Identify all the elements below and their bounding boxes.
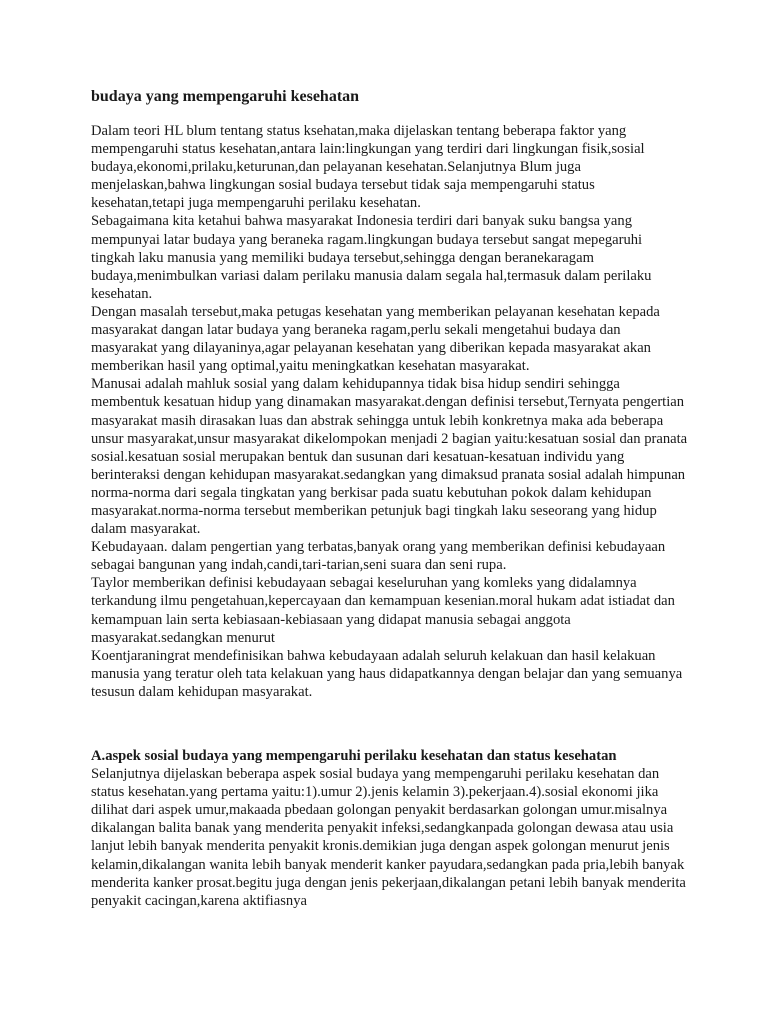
paragraph-koentjaraningrat: Koentjaraningrat mendefinisikan bahwa kebudayaan adalah seluruh kelakuan dan hasil kelakuan manusia yang teratur oleh tata kelakuan yang haus didapatkannya dengan belajar dan yang semuanya tesusun dalam kehidupan masyarakat. [91,647,683,700]
paragraph-health-workers: Dengan masalah tersebut,maka petugas kesehatan yang memberikan pelayanan kesehatan kepada masyarakat dangan latar budaya yang beraneka ragam,perlu sekali mengetahui budaya dan masyarakat yang dilayaninya,agar pelayanan kesehatan yang diberikan kepada masyarakat akan memberikan hasil yang optimal,yaitu meningkatkan kesehatan masyarakat. [91,303,660,375]
paragraph-indonesia-culture: Sebagaimana kita ketahui bahwa masyarakat Indonesia terdiri dari banyak suku bangsa yang mempunyai latar budaya yang beraneka ragam.lingkungan budaya tersebut sangat mepegaruhi tingkah laku manusia yang memiliki budaya tersebut,sehingga dengan beranekaragam budaya,menimbulkan variasi dalam perilaku manusia dalam segala hal,termasuk dalam perilaku kesehatan. [91,213,652,302]
section-spacer [91,701,688,747]
section-a-paragraph: Selanjutnya dijelaskan beberapa aspek sosial budaya yang mempengaruhi perilaku kesehatan dan status kesehatan.yang pertama yaitu:1).umur 2).jenis kelamin 3).pekerjaan.4).sosial ekonomi jika dilihat dari aspek umur,makaada pbedaan golongan penyakit berdasarkan golongan umur.misalnya dikalangan balita banak yang menderita penyakit infeksi,sedangkanpada golongan dewasa atau usia lanjut lebih banyak menderita penyakit kronis.demikian juga dengan aspek golongan menurut jenis kelamin,dikalangan wanita lebih banyak menderit kanker payudara,sedangkan pada pria,lebih banyak menderita kanker prosat.begitu juga dengan jenis pekerjaan,dikalangan petani lebih banyak menderita penyakit cacingan,karena aktifiasnya [91,766,686,909]
paragraph-taylor: Taylor memberikan definisi kebudayaan sebagai keseluruhan yang komleks yang didalamnya terkandung ilmu pengetahuan,kepercayaan dan kemampuan kesenian.moral hukam adat istiadat dan kemampuan lain serta kebiasaan-kebiasaan yang didapat manusia sebagai anggota masyarakat.sedangkan menurut [91,575,675,646]
paragraph-hl-blum: Dalam teori HL blum tentang status ksehatan,maka dijelaskan tentang beberapa faktor yang mempengaruhi status kesehatan,antara lain:lingkungan yang terdiri dari lingkungan fisik,sosial budaya,ekonomi,prilaku,keturunan,dan pelayanan kesehatan.Selanjutnya Blum juga menjelaskan,bahwa lingkungan sosial budaya tersebut tidak saja mempengaruhi status kesehatan,tetapi juga mempengaruhi perilaku kesehatan. [91,123,645,212]
document-title: budaya yang mempengaruhi kesehatan [91,88,360,105]
section-a-heading: A.aspek sosial budaya yang mempengaruhi perilaku kesehatan dan status kesehatan [91,748,617,764]
paragraph-social-beings: Manusai adalah mahluk sosial yang dalam kehidupannya tidak bisa hidup sendiri sehingga membentuk kesatuan hidup yang dinamakan masyarakat.dengan definisi tersebut,Ternyata pengertian masyarakat masih dirasakan luas dan abstrak sehingga untuk lebih konkretnya maka ada beberapa unsur masyarakat,unsur masyarakat dikelompokan menjadi 2 bagian yaitu:kesatuan sosial dan pranata sosial.kesatuan sosial merupakan bentuk dan susunan dari kesatuan-kesatuan individu yang berinteraksi dengan kehidupan masyarakat.sedangkan yang dimaksud pranata sosial adalah himpunan norma-norma dari segala tingkatan yang berkisar pada suatu kebutuhan pokok dalam kehidupan masyarakat.norma-norma tersebut memberikan petunjuk bagi tingkah laku seseorang yang hidup dalam masyarakat. [91,376,688,538]
paragraph-kebudayaan: Kebudayaan. dalam pengertian yang terbatas,banyak orang yang memberikan definisi kebudayaan sebagai bangunan yang indah,candi,tari-tarian,seni suara dan seni rupa. [91,539,666,574]
